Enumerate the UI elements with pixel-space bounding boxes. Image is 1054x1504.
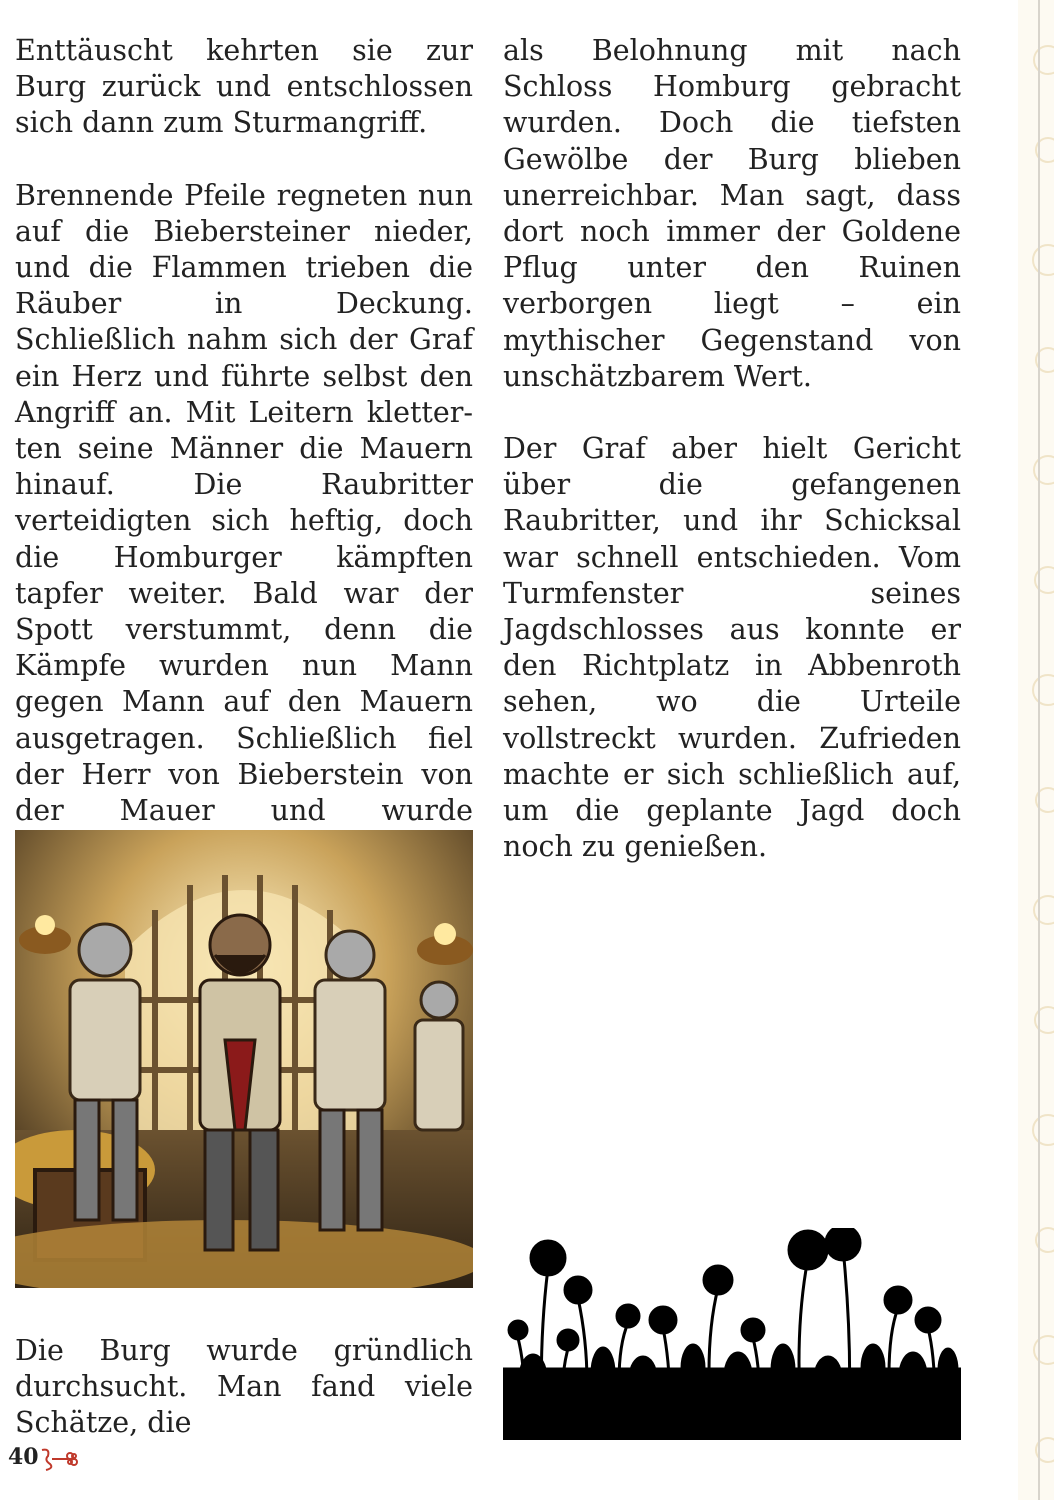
page-number: 40 [8,1444,39,1470]
flower-meadow-silhouette [503,1228,961,1440]
right-text-column [503,33,961,901]
page-ornament-icon [38,1444,80,1474]
paragraph: als Belohnung mit nach Schloss Homburg gebracht wurden. Doch die tiefsten Gewölbe der Burg blieben unerreichbar. Man sagt, dass dort noch immer der Goldene Pflug unter den Ruinen verborgen liegt – ein mythischer Gegenstand von unschätzbarem Wert. [503,34,961,393]
paragraph: Der Graf aber hielt Gericht über die gefangenen Raubritter, und ihr Schicksal war schnell entschieden. Vom Turmfenster seines Jagdschlosses aus konnte er den Richtplatz in Abbenroth sehen, wo die Urteile vollstreckt wurden. Zufrieden machte er sich schließlich auf, um die geplante Jagd doch noch zu genießen. [503,432,961,864]
page-edge-line [1038,0,1040,1500]
paragraph: Enttäuscht kehrten sie zur Burg zurück und entschlossen sich dann zum Sturmangriff. [15,34,473,140]
page-edge-decoration [1018,0,1054,1500]
paragraph: Die Burg wurde gründlich durchsucht. Man fand viele Schätze, die [15,1334,473,1440]
left-text-column [15,33,473,938]
left-bottom-text [15,1333,473,1478]
paragraph: Brennende Pfeile regneten nun auf die Biebersteiner nieder, und die Flammen trieben die Räuber in Deckung. Schließlich nahm sich der Graf ein Herz und führte selbst den Angriff an. Mit Leitern kletterten seine Männer die Mauern hinauf. Die Raubritter verteidigten sich heftig, doch die Homburger kämpften tapfer weiter. Bald war der Spott verstummt, denn die Kämpfe wurden nun Mann gegen Mann auf den Mauern ausgetragen. Schließlich fiel der Herr von Bieberstein von der Mauer und wurde [15,178,473,828]
knights-treasure-illustration [15,830,473,1288]
